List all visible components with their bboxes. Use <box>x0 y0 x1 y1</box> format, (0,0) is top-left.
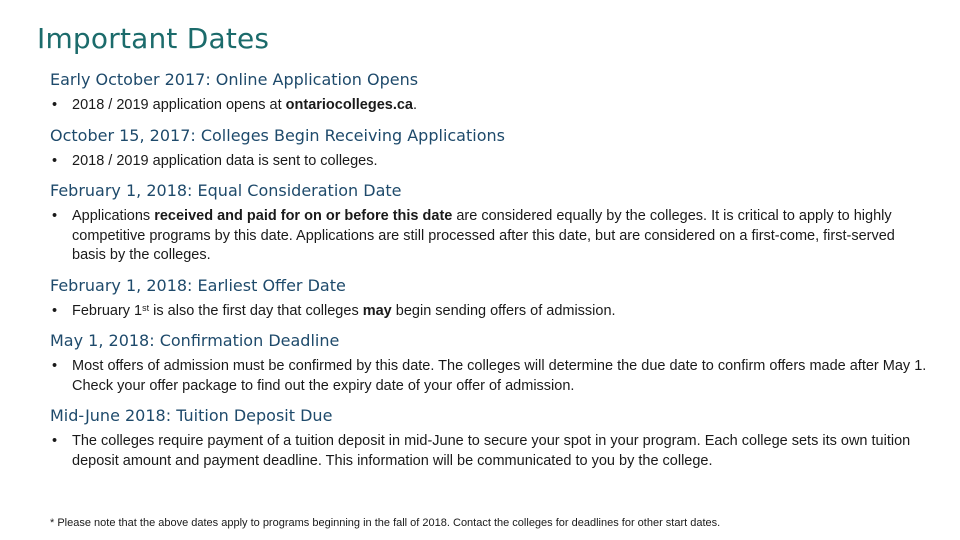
section-heading: Mid-June 2018: Tuition Deposit Due <box>50 406 333 425</box>
section-tuition-deposit-due <box>50 404 930 471</box>
bullet-icon: • <box>52 97 58 113</box>
bullet-item <box>50 302 930 322</box>
bullet-item <box>50 432 930 471</box>
bullet-text-post: are considered equally by the colleges. It is critical to apply to highly competitive programs by this date. Applications are still processed after this date, but are considered on a first-come, first-served basis by the colleges. <box>72 208 895 263</box>
bullet-text-mid: is also the first day that colleges <box>149 302 363 319</box>
bullet-text-pre: 2018 / 2019 application opens at <box>72 97 286 113</box>
bullet-text-bold: may <box>362 302 392 319</box>
bullet-icon: • <box>52 208 58 224</box>
bullet-icon: • <box>52 358 58 374</box>
bullet-item <box>50 152 930 172</box>
bullet-text-post: . <box>412 97 418 113</box>
bullet-text-pre: Applications <box>72 208 155 224</box>
bullet-text-pre: February 1 <box>72 302 143 319</box>
section-equal-consideration-date <box>50 179 930 266</box>
bullet-icon: • <box>52 302 58 319</box>
bullet-text: Most offers of admission must be confirmed by this date. The colleges will determine the due date to confirm offers made after May 1. Check your offer package to find out the expiry date of your offer of admission. <box>72 358 927 394</box>
section-heading: Early October 2017: Online Application Opens <box>50 70 419 89</box>
section-heading: February 1, 2018: Equal Consideration Date <box>50 181 402 200</box>
page-title: Important Dates <box>37 22 270 55</box>
bullet-icon: • <box>52 152 58 169</box>
bullet-text-bold: received and paid for on or before this date <box>154 208 453 224</box>
section-colleges-receive-applications <box>50 124 930 172</box>
bullet-text: The colleges require payment of a tuition deposit in mid-June to secure your spot in your program. Each college sets its own tuition deposit amount and payment deadline. This information will be communicated to you by the college. <box>72 433 911 469</box>
section-online-application-opens <box>50 68 930 116</box>
dates-list <box>50 68 930 471</box>
website-link-text: ontariocolleges.ca <box>285 97 413 113</box>
section-heading: October 15, 2017: Colleges Begin Receiving Applications <box>50 125 505 145</box>
section-heading: February 1, 2018: Earliest Offer Date <box>50 275 346 295</box>
ordinal-suffix: st <box>142 302 150 313</box>
section-earliest-offer-date <box>50 274 930 322</box>
bullet-item <box>50 96 930 116</box>
section-heading: May 1, 2018: Confirmation Deadline <box>50 331 340 350</box>
bullet-text: 2018 / 2019 application data is sent to colleges. <box>72 152 378 169</box>
bullet-item <box>50 357 930 396</box>
footnote: * Please note that the above dates apply to programs beginning in the fall of 2018. Contact the colleges for deadlines for other start dates. <box>50 517 721 529</box>
section-confirmation-deadline <box>50 329 930 396</box>
bullet-item <box>50 207 930 266</box>
bullet-text-post: begin sending offers of admission. <box>391 302 616 319</box>
bullet-icon: • <box>52 433 58 449</box>
